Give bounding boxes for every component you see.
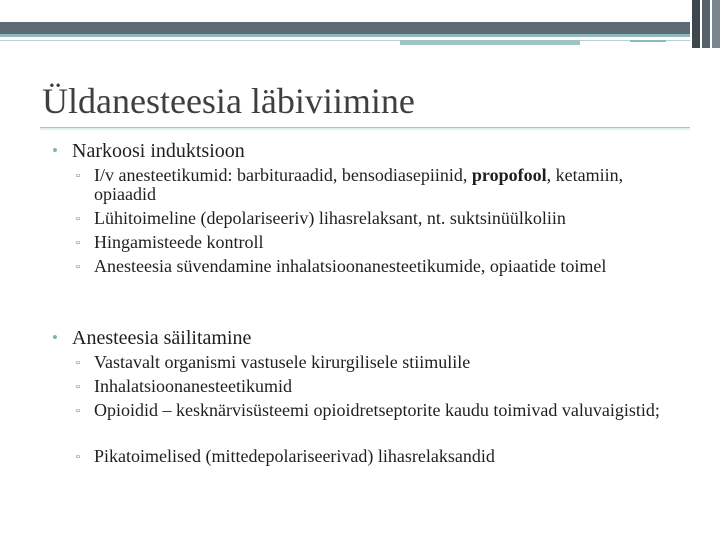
list-item bbox=[76, 401, 688, 420]
list-item-text: Lühitoimeline (depolariseeriv) lihasrelaksant, nt. suktsinüülkoliin bbox=[94, 208, 566, 228]
bullet-square-icon: ▫ bbox=[76, 357, 80, 369]
list-item-text: Opioidid – kesknärvisüsteemi opioidretseptorite kaudu toimivad valuvaigistid; bbox=[94, 400, 660, 420]
list-item bbox=[76, 377, 688, 396]
corner-block-3 bbox=[712, 0, 720, 48]
list-item-text: Vastavalt organismi vastusele kirurgilisele stiimulile bbox=[94, 352, 471, 372]
header-bar-short bbox=[630, 40, 666, 42]
slide-title: Üldanesteesia läbiviimine bbox=[42, 81, 415, 121]
list-item bbox=[76, 209, 688, 228]
list-item-text: Pikatoimelised (mittedepolariseerivad) lihasrelaksandid bbox=[94, 446, 495, 466]
list-item bbox=[76, 353, 688, 372]
list-item-text: Anesteesia süvendamine inhalatsioonanesteetikumide, opiaatide toimel bbox=[94, 256, 607, 276]
header-bar-teal bbox=[0, 34, 690, 37]
header-bar-thin bbox=[0, 40, 690, 41]
list-item-text: Inhalatsioonanesteetikumid bbox=[94, 376, 292, 396]
corner-block-2 bbox=[702, 0, 710, 48]
bullet-square-icon: ▫ bbox=[76, 213, 80, 225]
bullet-square-icon: ▫ bbox=[76, 237, 80, 249]
header-bar-dark bbox=[0, 22, 690, 34]
title-divider-shadow bbox=[40, 128, 690, 131]
bullet-square-icon: ▫ bbox=[76, 170, 80, 182]
bullet-square-icon: ▫ bbox=[76, 381, 80, 393]
list-item bbox=[76, 257, 688, 276]
list-item bbox=[76, 233, 688, 252]
corner-block-1 bbox=[692, 0, 700, 48]
list-item-text: Hingamisteede kontroll bbox=[94, 232, 264, 252]
bullet-square-icon: ▫ bbox=[76, 405, 80, 417]
bullet-dot-icon: • bbox=[52, 328, 58, 347]
header-bar-accent bbox=[400, 40, 580, 45]
list-item-text bbox=[94, 166, 688, 204]
bullet-square-icon: ▫ bbox=[76, 451, 80, 463]
list-item-text-bold: propofool bbox=[471, 165, 547, 185]
bullet-dot-icon: • bbox=[52, 141, 58, 160]
section-heading-text: Narkoosi induktsioon bbox=[72, 140, 245, 162]
list-item-text-suffix: , ketamiin, opiaadid bbox=[94, 165, 624, 204]
bullet-square-icon: ▫ bbox=[76, 261, 80, 273]
list-item bbox=[76, 447, 688, 466]
list-item-text-prefix: I/v anesteetikumid: barbituraadid, bensodiasepiinid, bbox=[94, 165, 472, 185]
section-heading-text: Anesteesia säilitamine bbox=[72, 327, 252, 349]
list-item bbox=[76, 166, 688, 204]
